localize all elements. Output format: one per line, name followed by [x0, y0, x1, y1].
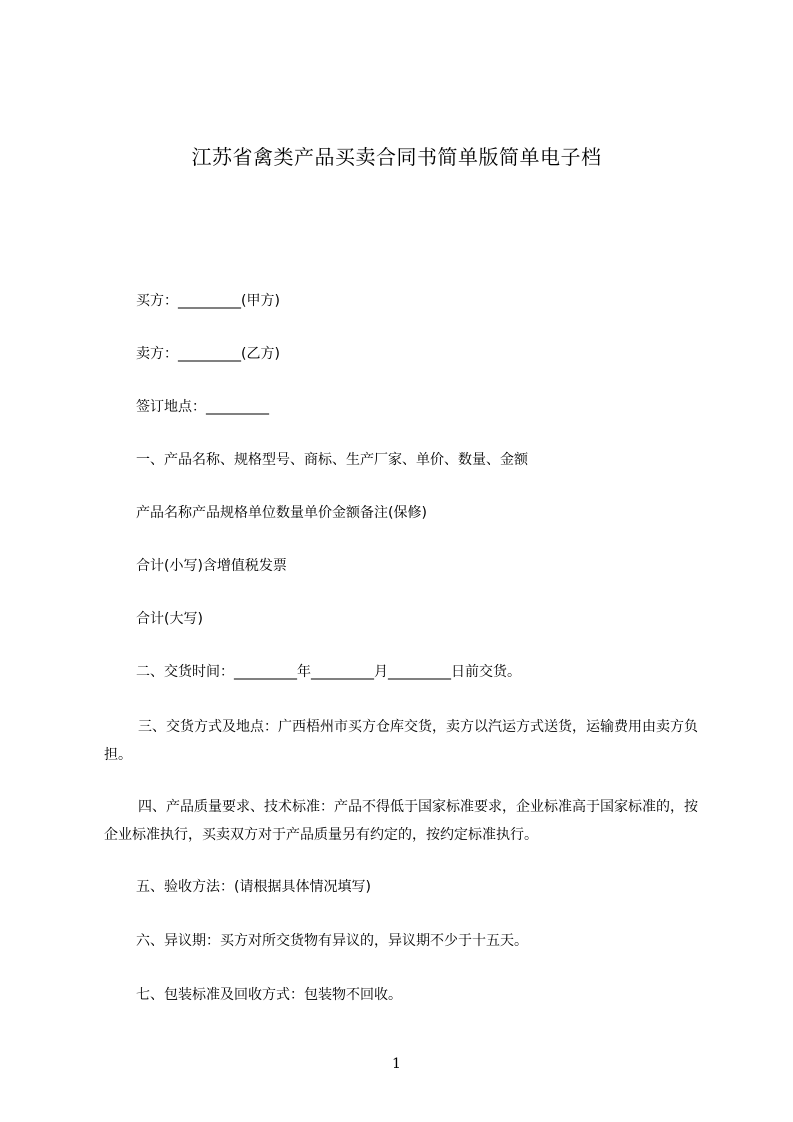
- clause-7-packaging: 七、包装标准及回收方式：包装物不回收。: [136, 987, 402, 1003]
- total-lower-line: 合计(小写)含增值税发票: [136, 558, 287, 574]
- total-upper-line: 合计(大写): [136, 611, 203, 627]
- clause-3-delivery-method: 三、交货方式及地点：广西梧州市买方仓库交货，卖方以汽运方式送货，运输费用由卖方负担。: [104, 719, 698, 763]
- page-number: 1: [392, 1056, 401, 1072]
- buyer-line: 买方：_________(甲方): [136, 293, 280, 309]
- signing-place-line: 签订地点：_________: [136, 399, 269, 415]
- clause-4-quality-standard: 四、产品质量要求、技术标准：产品不得低于国家标准要求，企业标准高于国家标准的，按企业标准执行，买卖双方对于产品质量另有约定的，按约定标准执行。: [104, 799, 698, 843]
- clause-5-acceptance: 五、验收方法：(请根据具体情况填写): [136, 879, 371, 895]
- document-title: 江苏省禽类产品买卖合同书简单版简单电子档: [191, 145, 602, 169]
- seller-line: 卖方：_________(乙方): [136, 346, 280, 362]
- clause-2-delivery-time: 二、交货时间：_________年_________月_________日前交货。: [136, 664, 521, 680]
- clause-6-objection-period: 六、异议期：买方对所交货物有异议的，异议期不少于十五天。: [136, 933, 528, 949]
- product-table-header: 产品名称产品规格单位数量单价金额备注(保修): [136, 505, 427, 521]
- clause-1-heading: 一、产品名称、规格型号、商标、生产厂家、单价、数量、金额: [136, 452, 528, 468]
